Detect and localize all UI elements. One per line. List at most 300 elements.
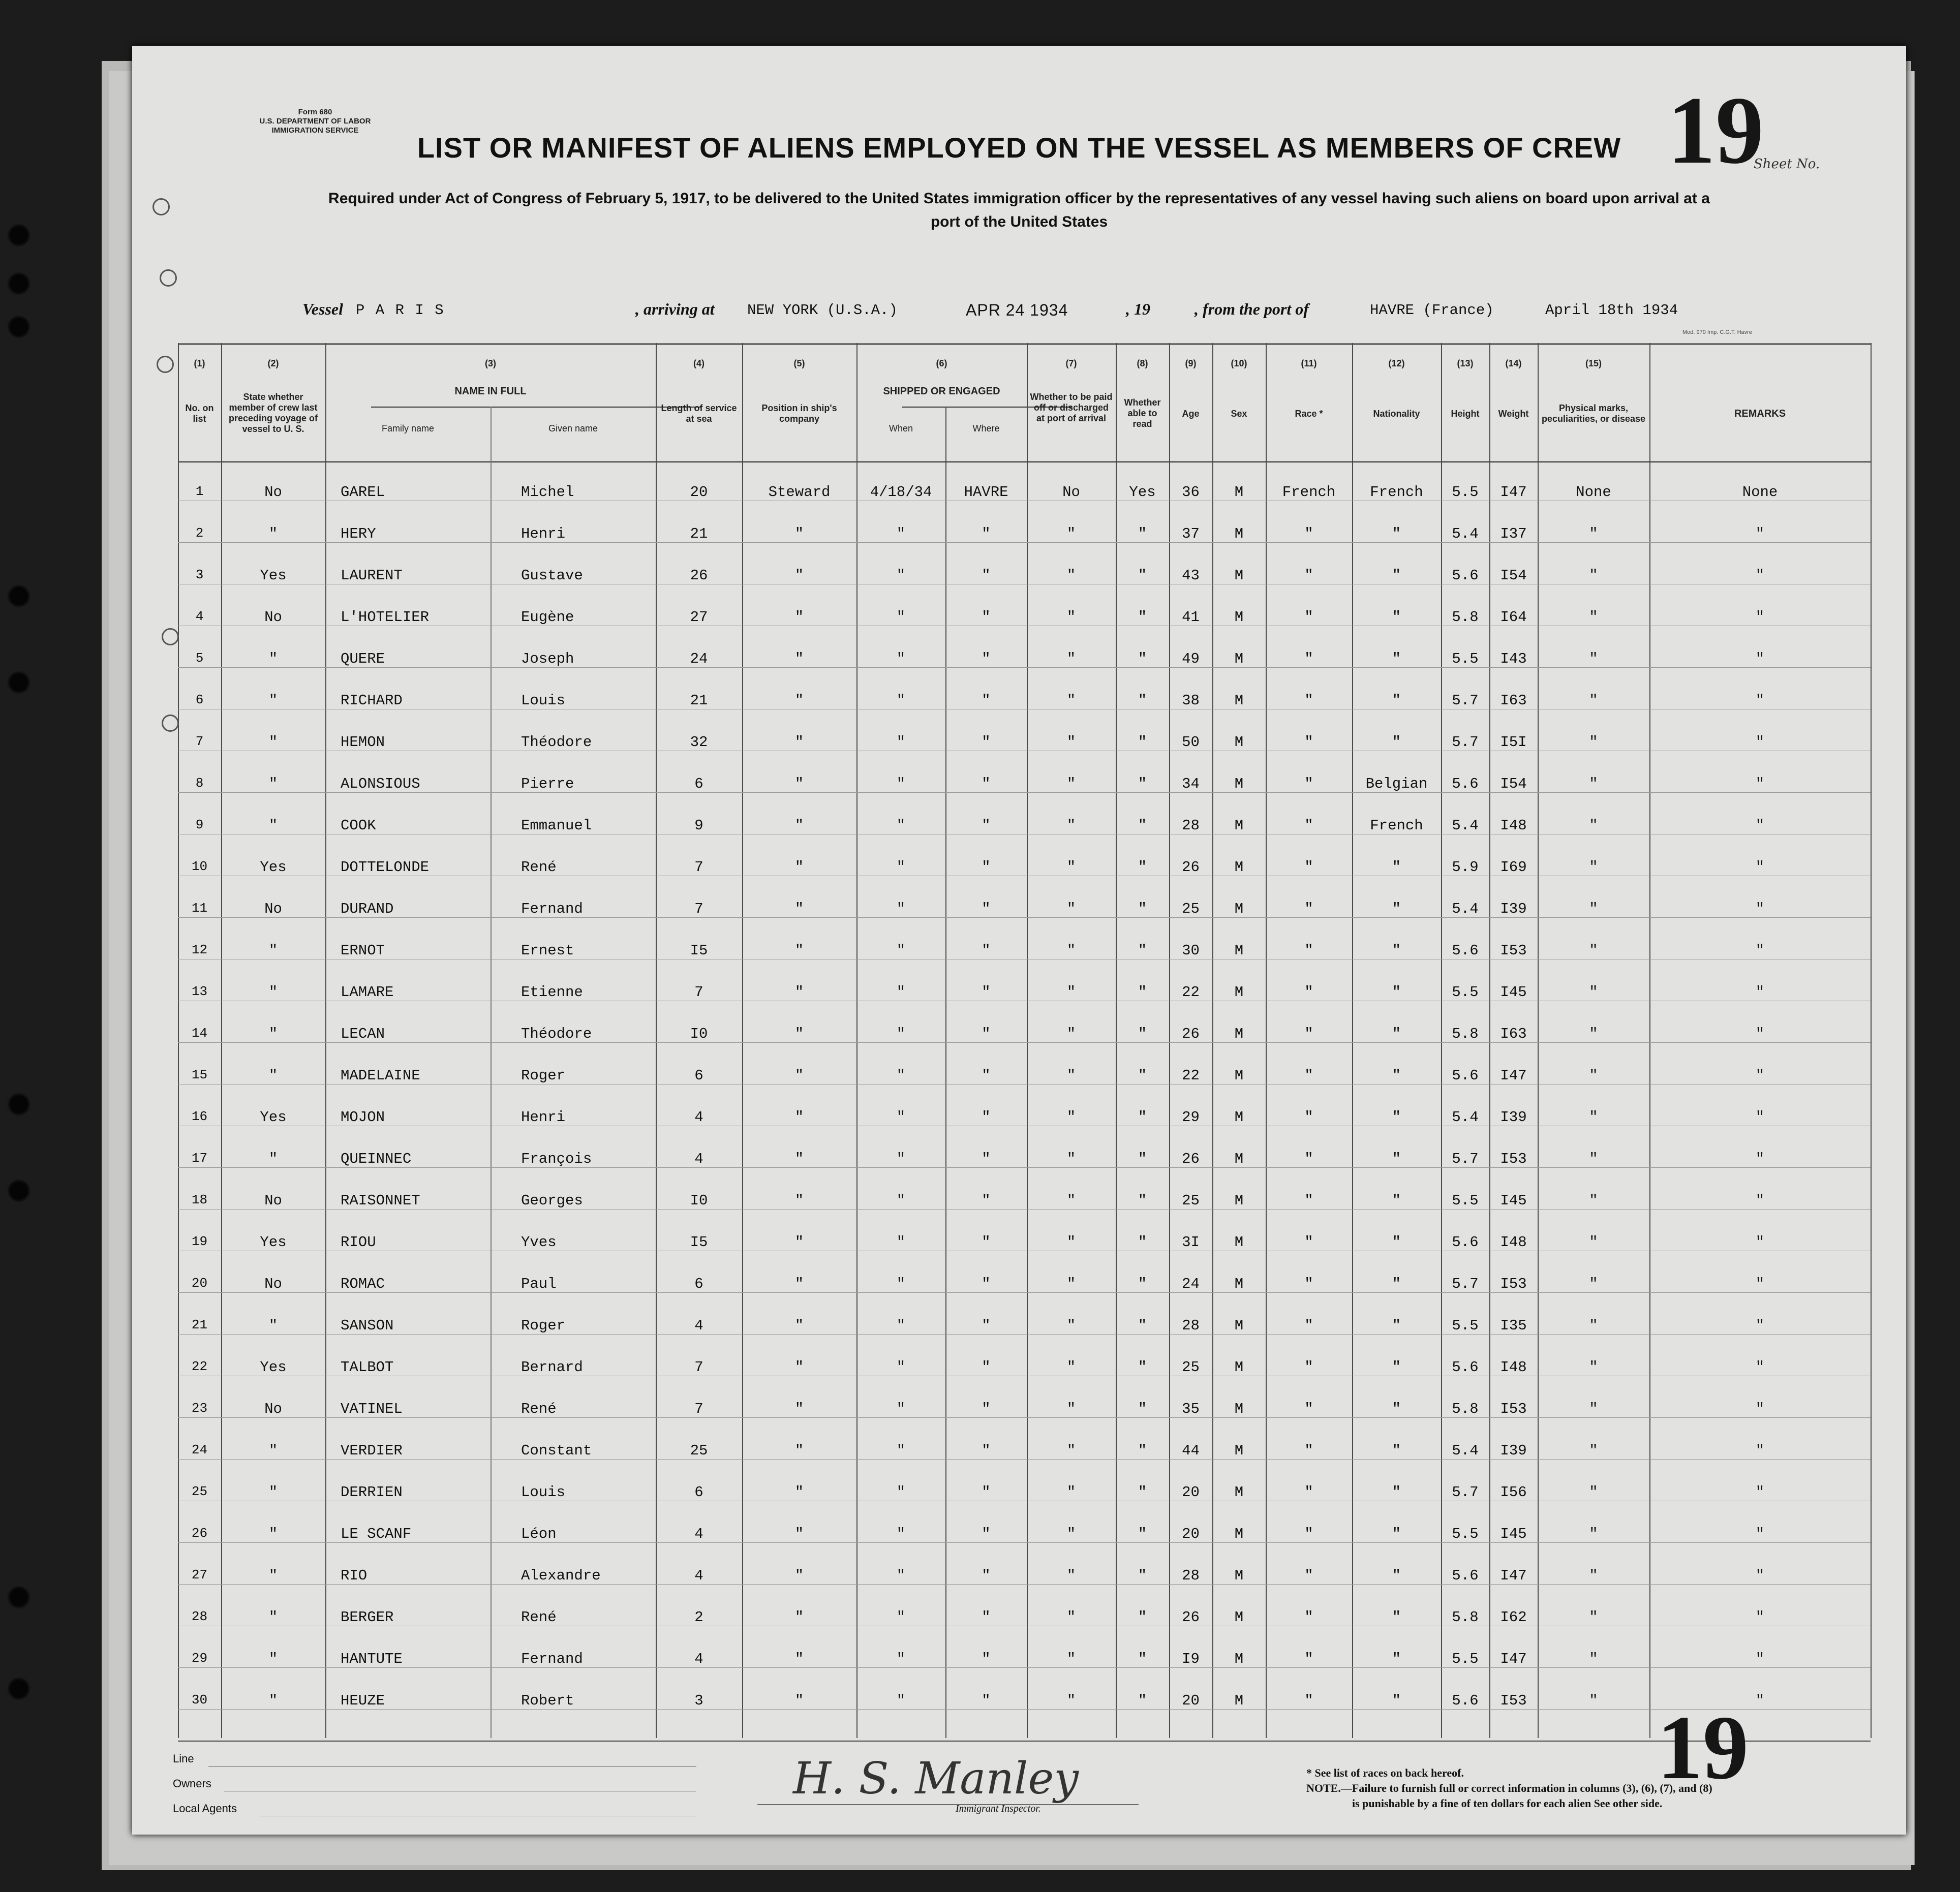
cell-marks: " [1589,817,1598,834]
cell-paid: " [1066,1609,1076,1626]
cell-weight: I35 [1500,1317,1527,1334]
cell-prev: " [268,1151,278,1167]
cell-age: 29 [1182,1109,1200,1126]
cell-read: " [1138,525,1147,542]
cell-nationality: " [1392,1651,1401,1667]
cell-position: " [794,1401,804,1417]
cell-weight: I45 [1500,984,1527,1001]
vessel-row [132,300,1906,325]
cell-race: " [1304,1651,1313,1667]
column-header: Physical marks, peculiarities, or disease [1541,403,1646,424]
cell-position: Steward [768,484,831,501]
cell-age: 43 [1182,567,1200,584]
cell-family: TALBOT [341,1359,394,1376]
cell-family: BERGER [341,1609,394,1626]
cell-family: DURAND [341,901,394,917]
cell-paid: " [1066,1359,1076,1376]
column-header: Whether to be paid off or discharged at port of arrival [1030,392,1113,423]
cell-when: " [896,942,906,959]
column-header: Age [1182,409,1200,419]
cell-prev: Yes [260,1234,287,1251]
cell-remarks: " [1755,1109,1765,1126]
cell-prev: " [268,1567,278,1584]
cell-marks: " [1589,1609,1598,1626]
cell-race: " [1304,817,1313,834]
cell-given: Théodore [521,1026,592,1042]
cell-given: François [521,1151,592,1167]
cell-marks: " [1589,1276,1598,1292]
cell-service: 20 [690,484,708,501]
sheet-label: Sheet No. [1754,157,1820,172]
cell-read: " [1138,1109,1147,1126]
cell-paid: " [1066,1317,1076,1334]
binder-hole [7,1179,30,1202]
cell-sex: M [1234,1026,1244,1042]
cell-read: " [1138,984,1147,1001]
cell-no: 23 [191,1401,208,1416]
table-row [178,627,1871,668]
cell-race: " [1304,776,1313,792]
cell-read: " [1138,734,1147,751]
cell-nationality: " [1392,1484,1401,1501]
cell-where: " [982,1276,991,1292]
cell-read: " [1138,817,1147,834]
footnote-penalty: NOTE.—Failure to furnish full or correct information in columns (3), (6), (7), and (8) [1306,1782,1712,1794]
column-number: (5) [793,358,805,368]
cell-read: " [1138,776,1147,792]
cell-sex: M [1234,1651,1244,1667]
cell-service: 3 [694,1692,703,1709]
cell-remarks: " [1755,942,1765,959]
cell-read: " [1138,1276,1147,1292]
column-header: SHIPPED OR ENGAGED [883,386,1000,397]
cell-position: " [794,1526,804,1542]
cell-weight: I47 [1500,1567,1527,1584]
cell-family: LAURENT [341,567,403,584]
cell-nationality: Belgian [1365,776,1428,792]
cell-weight: I43 [1500,650,1527,667]
table-row [178,710,1871,752]
cell-service: 9 [694,817,703,834]
cell-where: " [982,1067,991,1084]
cell-paid: " [1066,567,1076,584]
column-header: State whether member of crew last preceding voyage of vessel to U. S. [228,392,318,434]
cell-age: 25 [1182,1192,1200,1209]
cell-prev: " [268,776,278,792]
cell-read: " [1138,609,1147,626]
cell-marks: " [1589,859,1598,876]
cell-prev: " [268,650,278,667]
cell-age: 50 [1182,734,1200,751]
cell-when: " [896,1484,906,1501]
cell-service: 7 [694,901,703,917]
column-divider [1871,343,1872,1738]
cell-race: " [1304,1442,1313,1459]
cell-given: Michel [521,484,574,501]
cell-position: " [794,650,804,667]
cell-service: 21 [690,525,708,542]
cell-remarks: " [1755,817,1765,834]
cell-given: Etienne [521,984,583,1001]
table-row [178,1043,1871,1085]
cell-read: " [1138,1026,1147,1042]
cell-remarks: " [1755,609,1765,626]
cell-position: " [794,734,804,751]
column-header: Whether able to read [1124,397,1161,429]
cell-position: " [794,1234,804,1251]
cell-read: " [1138,1401,1147,1417]
cell-where: " [982,650,991,667]
cell-when: " [896,901,906,917]
column-header: Position in ship's company [761,403,837,424]
cell-when: " [896,1276,906,1292]
cell-where: " [982,734,991,751]
table-row [178,1293,1871,1335]
cell-remarks: " [1755,692,1765,709]
cell-sex: M [1234,1526,1244,1542]
cell-prev: No [264,484,282,501]
cell-given: Pierre [521,776,574,792]
cell-sex: M [1234,1567,1244,1584]
cell-paid: " [1066,734,1076,751]
table-row [178,1335,1871,1377]
cell-no: 3 [195,567,204,582]
cell-paid: " [1066,1276,1076,1292]
cell-family: LAMARE [341,984,394,1001]
column-header: Weight [1498,409,1529,419]
cell-prev: No [264,609,282,626]
cell-remarks: " [1755,1526,1765,1542]
cell-when: " [896,1067,906,1084]
cell-age: 26 [1182,1609,1200,1626]
cell-service: 24 [690,650,708,667]
cell-marks: " [1589,1317,1598,1334]
cell-read: " [1138,1609,1147,1626]
cell-height: 5.6 [1452,776,1479,792]
cell-paid: " [1066,1651,1076,1667]
cell-weight: I39 [1500,1109,1527,1126]
cell-no: 13 [191,984,208,999]
cell-marks: " [1589,609,1598,626]
footnote-penalty-cont: is punishable by a fine of ten dollars for each alien See other side. [1352,1797,1663,1810]
cell-nationality: French [1370,817,1423,834]
cell-position: " [794,1651,804,1667]
cell-when: " [896,1151,906,1167]
line-label: Line [173,1752,194,1765]
cell-given: Fernand [521,901,583,917]
cell-marks: " [1589,1651,1598,1667]
cell-height: 5.6 [1452,1234,1479,1251]
cell-given: Léon [521,1526,557,1542]
cell-prev: " [268,942,278,959]
cell-read: " [1138,650,1147,667]
cell-sex: M [1234,901,1244,917]
table-row [178,585,1871,627]
cell-no: 20 [191,1276,208,1291]
column-header: Nationality [1373,409,1420,419]
cell-read: " [1138,1317,1147,1334]
cell-nationality: " [1392,525,1401,542]
cell-prev: " [268,734,278,751]
cell-given: Ernest [521,942,574,959]
cell-weight: I54 [1500,567,1527,584]
cell-height: 5.6 [1452,567,1479,584]
cell-remarks: " [1755,1692,1765,1709]
cell-where: " [982,901,991,917]
cell-service: 26 [690,567,708,584]
cell-read: " [1138,1567,1147,1584]
cell-where: " [982,567,991,584]
cell-where: " [982,1401,991,1417]
cell-when: 4/18/34 [870,484,932,501]
cell-given: Louis [521,1484,566,1501]
cell-prev: " [268,525,278,542]
cell-weight: I63 [1500,692,1527,709]
cell-race: " [1304,1609,1313,1626]
cell-age: 20 [1182,1526,1200,1542]
cell-sex: M [1234,1276,1244,1292]
cell-read: " [1138,1359,1147,1376]
cell-family: ROMAC [341,1276,385,1292]
table-row [178,502,1871,543]
cell-family: LECAN [341,1026,385,1042]
cell-prev: No [264,1401,282,1417]
cell-when: " [896,1651,906,1667]
cell-race: " [1304,525,1313,542]
cell-no: 26 [191,1526,208,1541]
column-number: (2) [267,358,279,368]
cell-family: GAREL [341,484,385,501]
cell-paid: " [1066,1526,1076,1542]
cell-paid: " [1066,650,1076,667]
cell-family: COOK [341,817,376,834]
cell-height: 5.5 [1452,1192,1479,1209]
cell-nationality: " [1392,1192,1401,1209]
cell-remarks: " [1755,1567,1765,1584]
cell-marks: " [1589,1151,1598,1167]
cell-family: HERY [341,525,376,542]
cell-sex: M [1234,525,1244,542]
cell-race: " [1304,1026,1313,1042]
cell-age: 20 [1182,1692,1200,1709]
cell-service: 2 [694,1609,703,1626]
cell-nationality: " [1392,1401,1401,1417]
cell-when: " [896,1692,906,1709]
from-port: HAVRE (France) [1370,302,1494,319]
cell-position: " [794,1026,804,1042]
header-sub-divider [371,407,701,408]
cell-no: 29 [191,1651,208,1666]
cell-height: 5.5 [1452,650,1479,667]
cell-given: Roger [521,1067,566,1084]
column-number: (12) [1388,358,1405,368]
column-number: (13) [1457,358,1474,368]
cell-position: " [794,1151,804,1167]
cell-prev: " [268,984,278,1001]
cell-age: 26 [1182,859,1200,876]
cell-when: " [896,1609,906,1626]
table-row [178,1543,1871,1585]
cell-remarks: " [1755,650,1765,667]
cell-family: DOTTELONDE [341,859,430,876]
cell-read: " [1138,1151,1147,1167]
cell-position: " [794,1484,804,1501]
cell-service: 4 [694,1567,703,1584]
cell-when: " [896,817,906,834]
cell-family: DERRIEN [341,1484,403,1501]
cell-family: ALONSIOUS [341,776,420,792]
cell-no: 1 [195,484,204,499]
cell-weight: I64 [1500,609,1527,626]
cell-service: 6 [694,1276,703,1292]
cell-weight: I5I [1500,734,1527,751]
cell-remarks: " [1755,1317,1765,1334]
cell-sex: M [1234,734,1244,751]
arrival-date-stamp: APR 24 1934 [966,301,1068,319]
cell-remarks: " [1755,1359,1765,1376]
binder-hole [7,315,30,338]
table-row [178,1252,1871,1293]
cell-position: " [794,1276,804,1292]
cell-read: " [1138,1067,1147,1084]
cell-marks: " [1589,1484,1598,1501]
cell-where: " [982,609,991,626]
cell-family: MADELAINE [341,1067,420,1084]
cell-height: 5.9 [1452,859,1479,876]
cell-weight: I37 [1500,525,1527,542]
cell-sex: M [1234,1359,1244,1376]
cell-remarks: " [1755,525,1765,542]
cell-paid: " [1066,525,1076,542]
cell-prev: " [268,1067,278,1084]
cell-nationality: " [1392,1276,1401,1292]
cell-where: HAVRE [964,484,1008,501]
cell-position: " [794,1109,804,1126]
cell-age: 38 [1182,692,1200,709]
cell-given: Constant [521,1442,592,1459]
cell-height: 5.7 [1452,692,1479,709]
cell-sex: M [1234,1109,1244,1126]
cell-position: " [794,1067,804,1084]
cell-sex: M [1234,1484,1244,1501]
cell-where: " [982,1359,991,1376]
cell-given: René [521,1401,557,1417]
cell-prev: " [268,817,278,834]
cell-nationality: " [1392,1692,1401,1709]
cell-position: " [794,776,804,792]
cell-height: 5.5 [1452,1317,1479,1334]
table-row [178,1585,1871,1627]
cell-nationality: " [1392,1526,1401,1542]
cell-when: " [896,650,906,667]
cell-remarks: " [1755,1276,1765,1292]
cell-given: Théodore [521,734,592,751]
cell-when: " [896,609,906,626]
column-header: NAME IN FULL [454,386,527,397]
cell-where: " [982,984,991,1001]
cell-no: 17 [191,1151,208,1166]
cell-prev: " [268,1609,278,1626]
cell-marks: " [1589,1067,1598,1084]
cell-where: " [982,1442,991,1459]
cell-where: " [982,859,991,876]
cell-weight: I48 [1500,1234,1527,1251]
cell-position: " [794,859,804,876]
cell-marks: " [1589,1192,1598,1209]
departure-date: April 18th 1934 [1545,302,1678,319]
cell-service: 21 [690,692,708,709]
cell-marks: " [1589,984,1598,1001]
cell-marks: " [1589,525,1598,542]
year-label: , 19 [1126,300,1150,318]
cell-paid: " [1066,1192,1076,1209]
cell-remarks: " [1755,567,1765,584]
cell-age: 34 [1182,776,1200,792]
binder-hole [7,1586,30,1609]
cell-height: 5.6 [1452,1692,1479,1709]
cell-when: " [896,1401,906,1417]
cell-nationality: " [1392,692,1401,709]
cell-age: 28 [1182,1317,1200,1334]
cell-race: " [1304,1276,1313,1292]
cell-remarks: " [1755,1401,1765,1417]
cell-where: " [982,1526,991,1542]
cell-nationality: " [1392,1442,1401,1459]
cell-family: HEMON [341,734,385,751]
cell-no: 5 [195,650,204,666]
cell-age: 28 [1182,1567,1200,1584]
cell-nationality: " [1392,984,1401,1001]
cell-height: 5.4 [1452,1109,1479,1126]
page-subtitle [173,187,1865,234]
cell-read: " [1138,1484,1147,1501]
cell-paid: " [1066,817,1076,834]
cell-sex: M [1234,817,1244,834]
cell-remarks: " [1755,1442,1765,1459]
cell-sex: M [1234,650,1244,667]
cell-remarks: " [1755,901,1765,917]
cell-paid: " [1066,901,1076,917]
cell-position: " [794,609,804,626]
cell-no: 2 [195,525,204,541]
cell-sex: M [1234,1151,1244,1167]
cell-paid: " [1066,609,1076,626]
cell-remarks: " [1755,1067,1765,1084]
cell-nationality: " [1392,942,1401,959]
cell-marks: " [1589,567,1598,584]
cell-no: 12 [191,942,208,957]
cell-family: LE SCANF [341,1526,412,1542]
cell-family: ERNOT [341,942,385,959]
cell-age: 41 [1182,609,1200,626]
cell-prev: " [268,1651,278,1667]
column-subheader: Family name [381,423,435,433]
cell-race: " [1304,609,1313,626]
cell-age: 3I [1182,1234,1200,1251]
cell-sex: M [1234,984,1244,1001]
cell-marks: None [1576,484,1611,501]
cell-marks: " [1589,1567,1598,1584]
cell-when: " [896,1526,906,1542]
cell-when: " [896,567,906,584]
cell-marks: " [1589,1442,1598,1459]
cell-prev: " [268,1484,278,1501]
cell-no: 19 [191,1234,208,1249]
cell-marks: " [1589,1359,1598,1376]
cell-nationality: " [1392,1151,1401,1167]
cell-weight: I63 [1500,1026,1527,1042]
cell-family: MOJON [341,1109,385,1126]
